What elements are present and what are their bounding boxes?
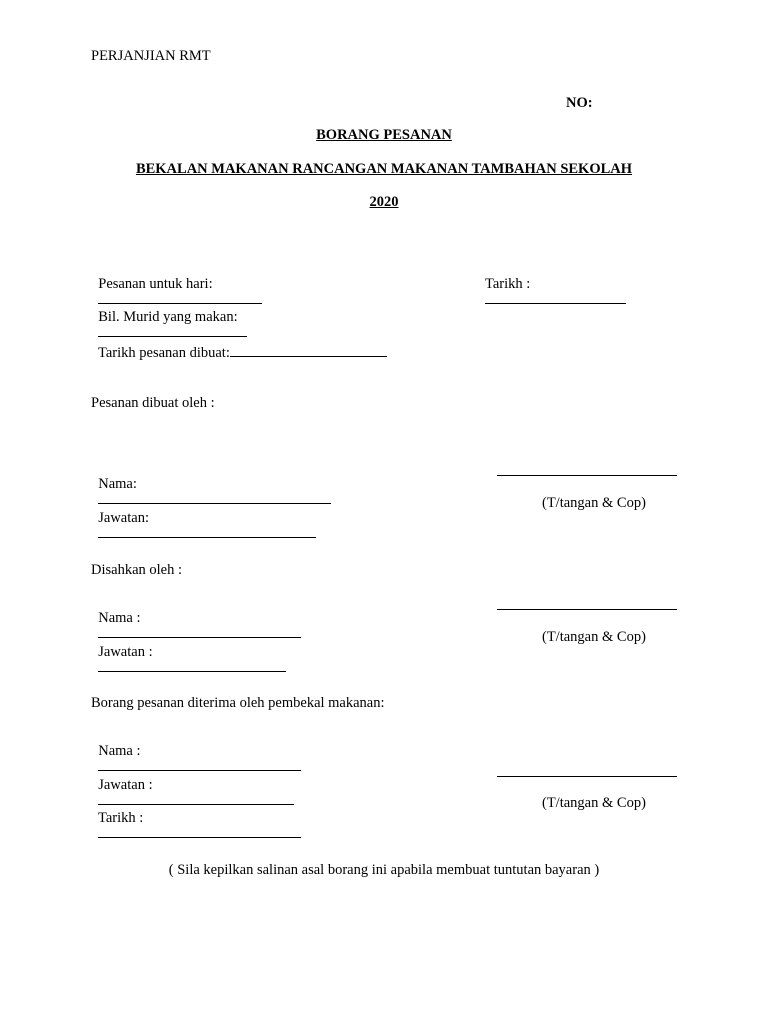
made-by-signature-line[interactable] bbox=[497, 475, 677, 476]
made-by-position-blank[interactable] bbox=[98, 525, 316, 538]
form-subtitle: BEKALAN MAKANAN RANCANGAN MAKANAN TAMBAHAN SEKOLAH bbox=[135, 161, 633, 177]
form-number-label: NO: bbox=[566, 95, 593, 111]
made-by-heading: Pesanan dibuat oleh : bbox=[91, 395, 215, 411]
approved-by-signature-line[interactable] bbox=[497, 609, 677, 610]
order-date-field[interactable] bbox=[478, 262, 626, 308]
approved-by-position-field[interactable] bbox=[91, 630, 286, 676]
approved-by-position-label: Jawatan : bbox=[98, 643, 153, 660]
received-by-date-field[interactable] bbox=[91, 796, 301, 842]
approved-by-heading: Disahkan oleh : bbox=[91, 562, 183, 578]
received-by-name-label: Nama : bbox=[98, 742, 141, 759]
received-by-date-label: Tarikh : bbox=[98, 809, 144, 826]
order-date-blank[interactable] bbox=[485, 291, 626, 304]
student-count-label: Bil. Murid yang makan: bbox=[98, 308, 238, 325]
approved-by-name-label: Nama : bbox=[98, 609, 141, 626]
received-by-heading: Borang pesanan diterima oleh pembekal makanan: bbox=[91, 695, 385, 711]
form-year: 2020 bbox=[369, 194, 399, 210]
received-by-signature-line[interactable] bbox=[497, 776, 677, 777]
order-created-date-field[interactable] bbox=[91, 329, 387, 360]
made-by-name-label: Nama: bbox=[98, 475, 137, 492]
received-by-date-blank[interactable] bbox=[98, 825, 301, 838]
order-created-date-blank[interactable] bbox=[230, 344, 387, 357]
order-day-label: Pesanan untuk hari: bbox=[98, 275, 213, 292]
form-title: BORANG PESANAN bbox=[316, 127, 452, 143]
made-by-position-label: Jawatan: bbox=[98, 509, 149, 526]
received-by-position-label: Jawatan : bbox=[98, 776, 153, 793]
document-header-label: PERJANJIAN RMT bbox=[91, 48, 211, 64]
order-created-date-label: Tarikh pesanan dibuat: bbox=[98, 344, 230, 361]
approved-by-signature-caption: (T/tangan & Cop) bbox=[542, 629, 646, 645]
approved-by-position-blank[interactable] bbox=[98, 659, 286, 672]
footer-note: ( Sila kepilkan salinan asal borang ini apabila membuat tuntutan bayaran ) bbox=[168, 862, 600, 878]
made-by-signature-caption: (T/tangan & Cop) bbox=[542, 495, 646, 511]
made-by-position-field[interactable] bbox=[91, 496, 316, 542]
order-date-label: Tarikh : bbox=[485, 275, 531, 292]
received-by-signature-caption: (T/tangan & Cop) bbox=[542, 795, 646, 811]
